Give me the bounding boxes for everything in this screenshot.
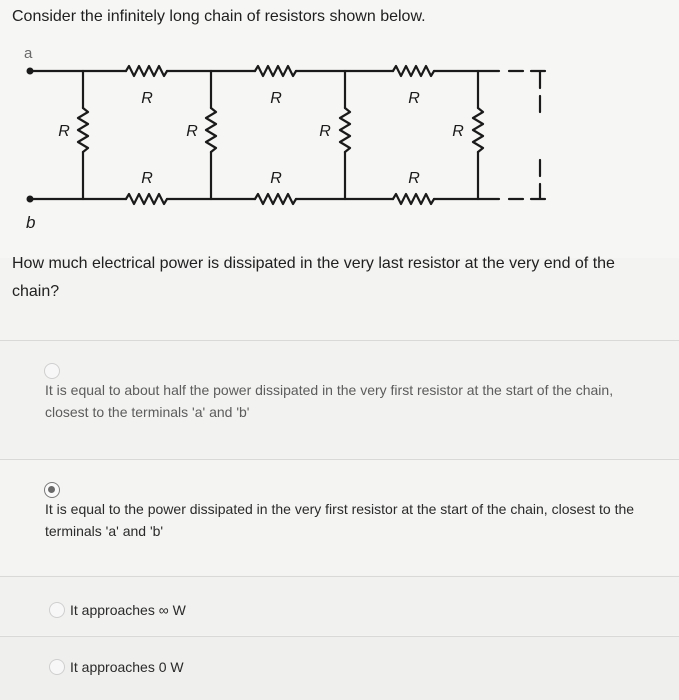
top-resistor-2 bbox=[255, 66, 296, 76]
answer-option-4-radio[interactable] bbox=[49, 659, 65, 675]
answer-option-1-label[interactable]: It is equal to about half the power dissipated in the very first resistor at the start of the chain, closest to the terminals 'a' and 'b' bbox=[45, 382, 614, 420]
shunt-resistor-4-label: R bbox=[452, 123, 464, 140]
shunt-resistor-2-label: R bbox=[186, 123, 198, 140]
terminal-a-label: a bbox=[24, 45, 33, 62]
shunt-resistor-1 bbox=[78, 108, 88, 152]
answer-option-4-label[interactable]: It approaches 0 W bbox=[70, 659, 184, 675]
answer-option-1[interactable] bbox=[0, 341, 679, 458]
shunt-resistor-4 bbox=[473, 108, 483, 152]
bottom-resistor-1-label: R bbox=[141, 170, 153, 187]
answer-option-2-label[interactable]: It is equal to the power dissipated in the very first resistor at the start of the chain, closest to the terminals 'a' and 'b' bbox=[45, 501, 635, 539]
shunt-resistor-2 bbox=[206, 108, 216, 152]
bottom-resistor-2 bbox=[255, 194, 296, 204]
shunt-resistor-3-label: R bbox=[319, 123, 331, 140]
top-resistor-2-label: R bbox=[270, 90, 282, 107]
answer-option-2[interactable] bbox=[0, 460, 679, 575]
terminal-a-dot bbox=[27, 68, 34, 75]
question-title: Consider the infinitely long chain of resistors shown below. bbox=[12, 8, 426, 25]
bottom-resistor-1 bbox=[126, 194, 167, 204]
answer-option-2-radio[interactable] bbox=[44, 482, 60, 498]
question-prompt: How much electrical power is dissipated in the very last resistor at the very end of the chain? bbox=[12, 255, 615, 300]
answer-option-3-label[interactable]: It approaches ∞ W bbox=[70, 602, 186, 618]
answer-option-3-radio[interactable] bbox=[49, 602, 65, 618]
top-resistor-1-label: R bbox=[141, 90, 153, 107]
bottom-resistor-3-label: R bbox=[408, 170, 420, 187]
bottom-resistor-3 bbox=[393, 194, 434, 204]
top-resistor-3 bbox=[393, 66, 434, 76]
shunt-resistor-1-label: R bbox=[58, 123, 70, 140]
terminal-b-dot bbox=[27, 196, 34, 203]
terminal-b-label: b bbox=[26, 213, 36, 232]
answer-option-3[interactable] bbox=[0, 577, 679, 635]
answer-option-1-radio[interactable] bbox=[44, 363, 60, 379]
bottom-resistor-2-label: R bbox=[270, 170, 282, 187]
top-resistor-3-label: R bbox=[408, 90, 420, 107]
shunt-resistor-3 bbox=[340, 108, 350, 152]
resistor-chain-diagram bbox=[0, 38, 679, 238]
answer-option-4[interactable] bbox=[0, 637, 679, 700]
top-resistor-1 bbox=[126, 66, 167, 76]
